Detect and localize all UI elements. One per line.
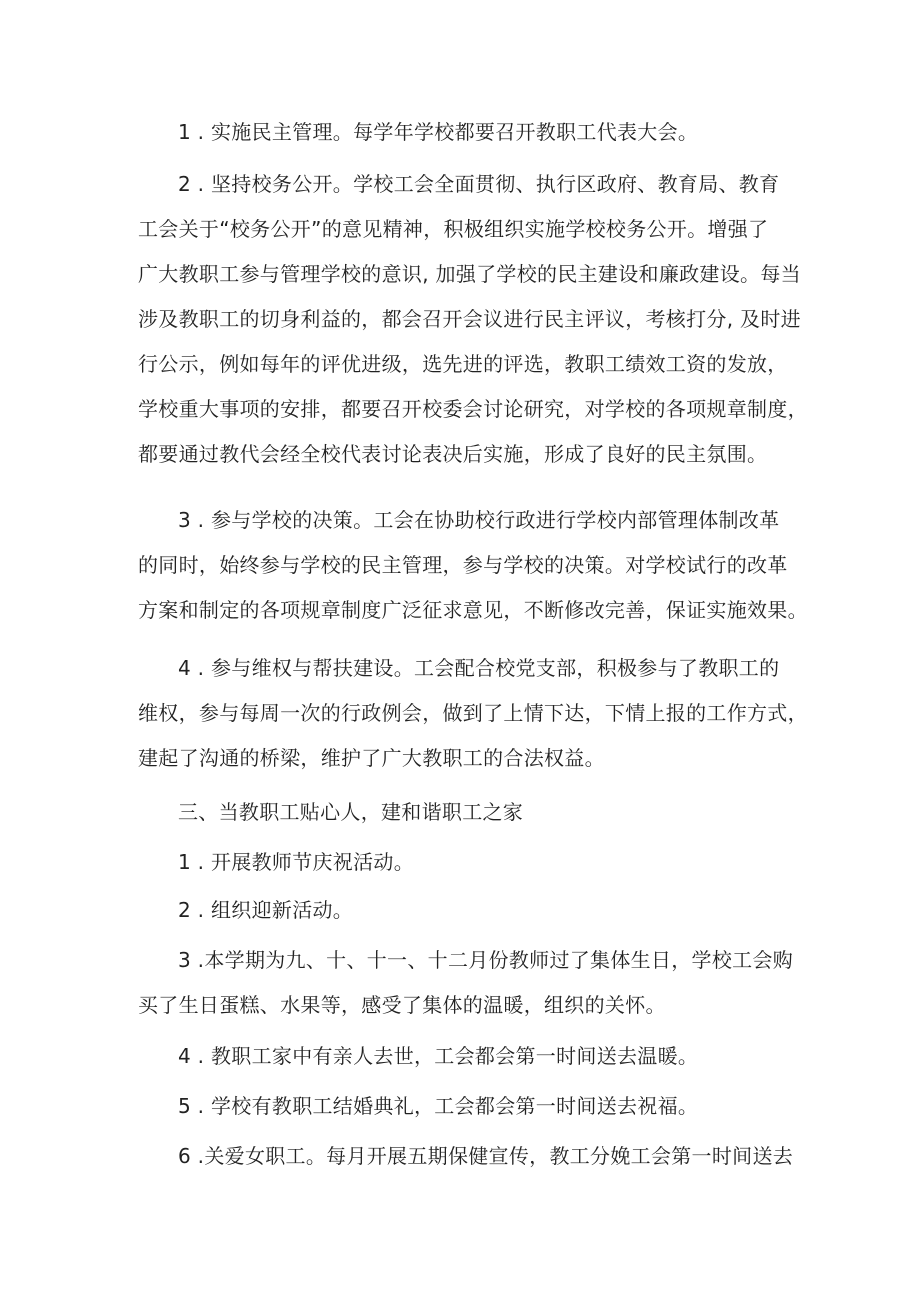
- text-line: 广大教职工参与管理学校的意识, 加强了学校的民主建设和廉政建设。每当: [138, 262, 801, 286]
- text-line: 学校重大事项的安排，都要召开校委会讨论研究，对学校的各项规章制度，: [138, 397, 808, 421]
- text-line: 的同时，始终参与学校的民主管理，参与学校的决策。对学校试行的改革: [138, 553, 788, 577]
- item-6-female-staff-care: [138, 1134, 798, 1179]
- paragraph-1-democratic-management: [138, 110, 798, 155]
- section-heading-3: [138, 790, 798, 835]
- text-line: 工会关于“校务公开”的意见精神，积极组织实施学校校务公开。增强了: [138, 217, 769, 241]
- item-2-new-year-activity: [138, 888, 798, 933]
- text-line: 买了生日蛋糕、水果等，感受了集体的温暖，组织的关怀。: [138, 993, 666, 1017]
- item-3-collective-birthday: [138, 938, 798, 1028]
- text-line: 5 . 学校有教职工结婚典礼，工会都会第一时间送去祝福。: [178, 1094, 699, 1118]
- text-line: 6 .关爱女职工。每月开展五期保健宣传，教工分娩工会第一时间送去: [178, 1144, 794, 1168]
- item-5-wedding-blessing: [138, 1084, 798, 1129]
- section-heading: 三、当教职工贴心人，建和谐职工之家: [178, 800, 524, 824]
- text-line: 3 .本学期为九、十、十一、十二月份教师过了集体生日，学校工会购: [178, 948, 794, 972]
- text-line: 1 . 实施民主管理。每学年学校都要召开教职工代表大会。: [178, 120, 699, 144]
- text-line: 2 . 组织迎新活动。: [178, 898, 354, 922]
- text-line: 4 . 教职工家中有亲人去世，工会都会第一时间送去温暖。: [178, 1044, 699, 1068]
- text-line: 行公示，例如每年的评优进级，选先进的评选，教职工绩效工资的发放，: [138, 352, 788, 376]
- item-1-teachers-day: [138, 840, 798, 885]
- text-line: 4 . 参与维权与帮扶建设。工会配合校党支部，积极参与了教职工的: [178, 656, 780, 680]
- text-line: 建起了沟通的桥梁，维护了广大教职工的合法权益。: [138, 746, 605, 770]
- text-line: 2 . 坚持校务公开。学校工会全面贯彻、执行区政府、教育局、教育: [178, 172, 780, 196]
- text-line: 3 . 参与学校的决策。工会在协助校行政进行学校内部管理体制改革: [178, 508, 780, 532]
- paragraph-3-school-decisions: [138, 498, 808, 633]
- text-line: 1 . 开展教师节庆祝活动。: [178, 850, 414, 874]
- text-line: 都要通过教代会经全校代表讨论表决后实施，形成了良好的民主氛围。: [138, 442, 768, 466]
- text-line: 方案和制定的各项规章制度广泛征求意见，不断修改完善，保证实施效果。: [138, 598, 808, 622]
- item-4-condolence: [138, 1034, 798, 1079]
- text-line: 维权，参与每周一次的行政例会，做到了上情下达，下情上报的工作方式，: [138, 701, 808, 725]
- paragraph-2-school-affairs-openness: [138, 162, 808, 477]
- text-line: 涉及教职工的切身利益的，都会召开会议进行民主评议，考核打分, 及时进: [138, 307, 801, 331]
- paragraph-4-rights-protection: [138, 646, 808, 781]
